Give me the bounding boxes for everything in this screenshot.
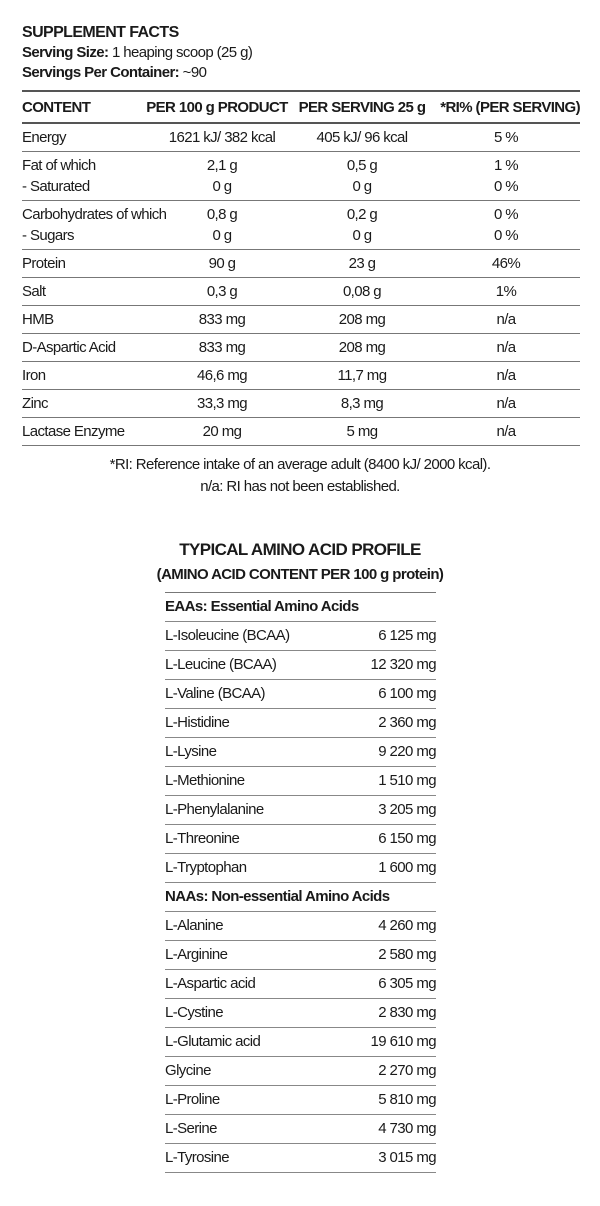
amino-row (165, 941, 436, 970)
per-serving-value (292, 309, 432, 330)
amino-row (165, 709, 436, 738)
nutrient-name-line: - Sugars (22, 227, 74, 244)
ri-value-line: 46% (491, 255, 521, 272)
amino-name: L-Histidine (165, 714, 230, 731)
per-100g-value-line: 90 g (208, 255, 236, 272)
serving-size (22, 44, 252, 61)
per-serving-value-line: 8,3 mg (340, 395, 384, 412)
per-serving-value-line: 5 mg (346, 423, 378, 440)
per-100g-value (142, 281, 292, 302)
amino-value: 4 730 mg (378, 1120, 436, 1137)
table-row (22, 362, 580, 390)
nutrient-name (22, 365, 142, 386)
per-100g-value (142, 127, 292, 148)
ri-value (432, 127, 580, 148)
servings-value: ~90 (179, 64, 207, 81)
amino-row (165, 912, 436, 941)
nutrient-name-line: Lactase Enzyme (22, 423, 125, 440)
per-serving-value (292, 253, 432, 274)
ri-value-line: 0 % (493, 178, 519, 195)
per-serving-value-line: 0 g (352, 178, 372, 195)
nutrient-name-line: D-Aspartic Acid (22, 339, 116, 356)
amino-title: TYPICAL AMINO ACID PROFILE (179, 540, 421, 559)
amino-row (165, 1028, 436, 1057)
ri-value (432, 281, 580, 302)
amino-value: 3 205 mg (378, 801, 436, 818)
nutrient-name (22, 309, 142, 330)
ri-value (432, 309, 580, 330)
nutrient-name (22, 253, 142, 274)
nutrient-name-line: Energy (22, 129, 66, 146)
amino-name: L-Glutamic acid (165, 1033, 261, 1050)
table-row (22, 278, 580, 306)
amino-group-name: EAAs: Essential Amino Acids (165, 598, 359, 615)
nutrient-name-line: - Saturated (22, 178, 90, 195)
header-ri: *RI% (PER SERVING) (440, 99, 580, 116)
table-row (22, 152, 580, 201)
ri-value-line: 1% (495, 283, 517, 300)
nutrition-table (22, 90, 580, 446)
amino-row (165, 1057, 436, 1086)
amino-row (165, 1144, 436, 1173)
amino-name: L-Tryptophan (165, 859, 247, 876)
ri-value-line: 0 % (493, 206, 519, 223)
per-serving-value-line: 208 mg (338, 339, 386, 356)
per-serving-value-line: 405 kJ/ 96 kcal (316, 129, 408, 146)
nutrient-name (22, 393, 142, 414)
amino-name: L-Arginine (165, 946, 228, 963)
per-serving-value-line: 208 mg (338, 311, 386, 328)
footnote-na: n/a: RI has not been established. (200, 478, 400, 495)
amino-value: 4 260 mg (378, 917, 436, 934)
per-100g-value-line: 1621 kJ/ 382 kcal (168, 129, 276, 146)
header-content: CONTENT (22, 99, 91, 116)
page-title: SUPPLEMENT FACTS (22, 24, 179, 41)
amino-row (165, 796, 436, 825)
per-100g-value-line: 0 g (212, 227, 232, 244)
amino-row (165, 1115, 436, 1144)
nutrient-name-line: Iron (22, 367, 46, 384)
ri-value (432, 421, 580, 442)
table-row (22, 201, 580, 250)
per-100g-value (142, 421, 292, 442)
table-row (22, 390, 580, 418)
per-100g-value (142, 365, 292, 386)
amino-value: 6 305 mg (378, 975, 436, 992)
amino-name: L-Valine (BCAA) (165, 685, 265, 702)
ri-value-line: n/a (496, 395, 516, 412)
per-100g-value (142, 155, 292, 197)
amino-name: L-Cystine (165, 1004, 223, 1021)
per-serving-value-line: 0 g (352, 227, 372, 244)
per-serving-value (292, 204, 432, 246)
footnote-ri: *RI: Reference intake of an average adult (8400 kJ/ 2000 kcal). (109, 456, 491, 473)
amino-row (165, 680, 436, 709)
amino-name: L-Serine (165, 1120, 217, 1137)
nutrient-name-line: Carbohydrates of which (22, 206, 167, 223)
nutrient-name (22, 155, 142, 197)
amino-value: 1 510 mg (378, 772, 436, 789)
servings-label: Servings Per Container: (22, 64, 180, 81)
nutrient-name-line: Salt (22, 283, 46, 300)
table-row (22, 306, 580, 334)
amino-name: L-Leucine (BCAA) (165, 656, 277, 673)
per-100g-value (142, 393, 292, 414)
per-100g-value (142, 309, 292, 330)
servings-per-container (22, 64, 206, 81)
nutrient-name-line: Protein (22, 255, 66, 272)
per-100g-value-line: 0,3 g (206, 283, 238, 300)
per-100g-value-line: 20 mg (202, 423, 242, 440)
serving-size-value: 1 heaping scoop (25 g) (108, 44, 253, 61)
ri-value (432, 155, 580, 197)
amino-name: L-Lysine (165, 743, 217, 760)
amino-value: 6 100 mg (378, 685, 436, 702)
ri-value (432, 337, 580, 358)
amino-row (165, 767, 436, 796)
amino-row (165, 622, 436, 651)
amino-value: 3 015 mg (378, 1149, 436, 1166)
per-serving-value (292, 365, 432, 386)
table-header (22, 92, 580, 124)
table-row (22, 250, 580, 278)
per-serving-value (292, 155, 432, 197)
nutrient-name-line: Zinc (22, 395, 48, 412)
amino-value: 9 220 mg (378, 743, 436, 760)
amino-name: L-Phenylalanine (165, 801, 264, 818)
per-serving-value-line: 0,08 g (342, 283, 382, 300)
amino-value: 2 580 mg (378, 946, 436, 963)
amino-subtitle: (AMINO ACID CONTENT PER 100 g protein) (156, 566, 444, 583)
amino-table (165, 592, 436, 1173)
amino-name: L-Proline (165, 1091, 220, 1108)
amino-value: 6 150 mg (378, 830, 436, 847)
per-100g-value-line: 0,8 g (206, 206, 238, 223)
amino-value: 2 270 mg (378, 1062, 436, 1079)
ri-value-line: n/a (496, 423, 516, 440)
per-100g-value-line: 0 g (212, 178, 232, 195)
table-row (22, 418, 580, 446)
per-100g-value-line: 2,1 g (206, 157, 238, 174)
per-serving-value-line: 23 g (348, 255, 376, 272)
amino-row (165, 999, 436, 1028)
amino-value: 6 125 mg (378, 627, 436, 644)
ri-value (432, 365, 580, 386)
amino-row (165, 1086, 436, 1115)
per-100g-value (142, 253, 292, 274)
per-serving-value (292, 337, 432, 358)
amino-value: 2 360 mg (378, 714, 436, 731)
amino-group-header (165, 883, 436, 912)
amino-value: 19 610 mg (370, 1033, 436, 1050)
per-serving-value (292, 421, 432, 442)
amino-group-name: NAAs: Non-essential Amino Acids (165, 888, 390, 905)
amino-value: 12 320 mg (370, 656, 436, 673)
per-100g-value-line: 33,3 mg (197, 395, 247, 412)
ri-value (432, 253, 580, 274)
ri-value (432, 393, 580, 414)
table-row (22, 334, 580, 362)
ri-value-line: n/a (496, 339, 516, 356)
nutrient-name-line: HMB (22, 311, 54, 328)
amino-name: L-Alanine (165, 917, 223, 934)
amino-row (165, 825, 436, 854)
per-serving-value (292, 393, 432, 414)
ri-value-line: 1 % (493, 157, 519, 174)
amino-name: L-Methionine (165, 772, 245, 789)
per-100g-value-line: 833 mg (198, 311, 246, 328)
ri-value-line: 0 % (493, 227, 519, 244)
nutrient-name (22, 281, 142, 302)
amino-row (165, 651, 436, 680)
per-100g-value (142, 204, 292, 246)
nutrient-name-line: Fat of which (22, 157, 96, 174)
amino-name: L-Isoleucine (BCAA) (165, 627, 290, 644)
amino-group-header (165, 593, 436, 622)
table-row (22, 124, 580, 152)
header-per-100g: PER 100 g PRODUCT (146, 99, 288, 116)
amino-value: 1 600 mg (378, 859, 436, 876)
ri-value-line: 5 % (493, 129, 519, 146)
ri-value (432, 204, 580, 246)
amino-name: L-Aspartic acid (165, 975, 256, 992)
per-100g-value-line: 46,6 mg (197, 367, 247, 384)
amino-value: 2 830 mg (378, 1004, 436, 1021)
ri-value-line: n/a (496, 311, 516, 328)
amino-value: 5 810 mg (378, 1091, 436, 1108)
per-serving-value (292, 281, 432, 302)
amino-name: L-Tyrosine (165, 1149, 230, 1166)
nutrient-name (22, 127, 142, 148)
nutrient-name (22, 204, 167, 246)
amino-row (165, 970, 436, 999)
serving-size-label: Serving Size: (22, 44, 109, 61)
per-serving-value (292, 127, 432, 148)
nutrient-name (22, 421, 142, 442)
per-serving-value-line: 11,7 mg (337, 367, 387, 384)
amino-row (165, 738, 436, 767)
header-per-serving: PER SERVING 25 g (298, 99, 426, 116)
amino-name: Glycine (165, 1062, 211, 1079)
amino-name: L-Threonine (165, 830, 240, 847)
amino-row (165, 854, 436, 883)
per-serving-value-line: 0,5 g (346, 157, 378, 174)
per-serving-value-line: 0,2 g (346, 206, 378, 223)
ri-value-line: n/a (496, 367, 516, 384)
per-100g-value (142, 337, 292, 358)
nutrient-name (22, 337, 142, 358)
per-100g-value-line: 833 mg (198, 339, 246, 356)
